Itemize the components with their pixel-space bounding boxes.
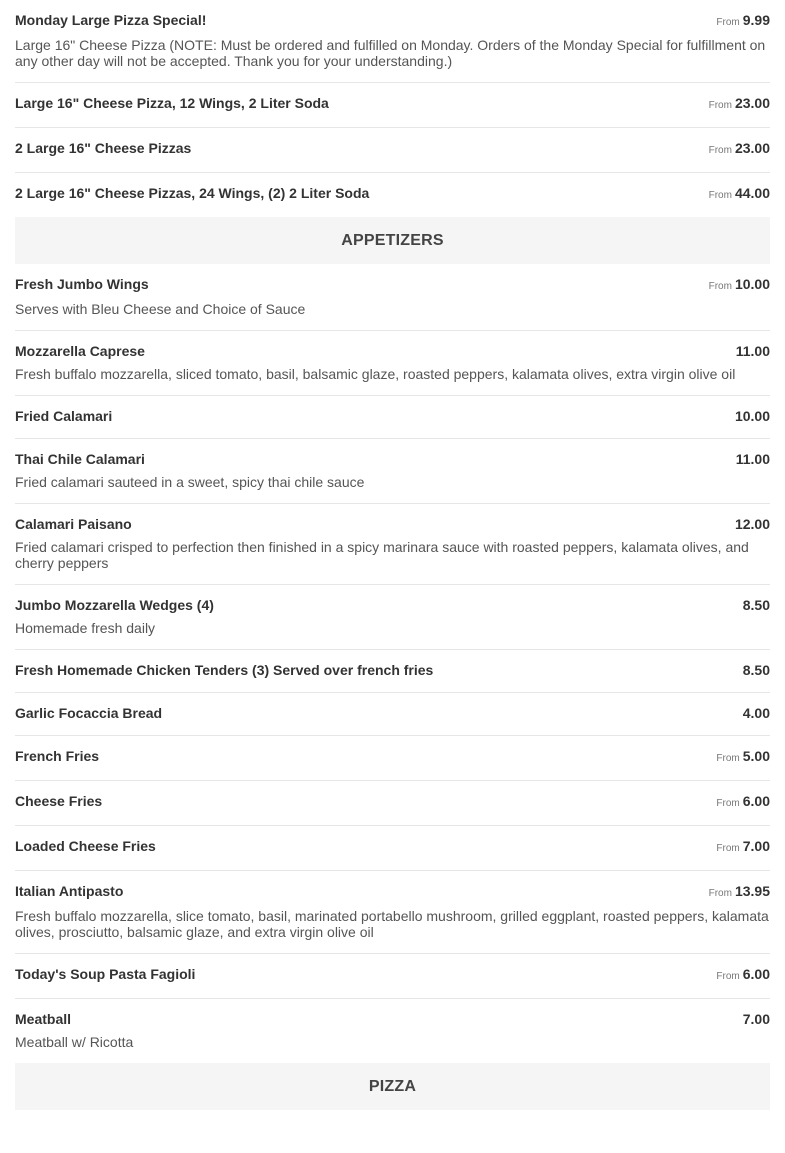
- menu-item-price: 8.50: [742, 662, 770, 678]
- menu-item-header: [15, 12, 770, 31]
- menu-item-name: Today's Soup Pasta Fagioli: [15, 966, 196, 982]
- menu-item-header: [15, 1011, 770, 1028]
- price-from-label: From: [716, 843, 740, 854]
- menu-item-price-group: [716, 748, 770, 767]
- menu-item-price: 6.00: [742, 966, 770, 982]
- menu-item[interactable]: [15, 693, 770, 736]
- menu-item-price: 9.99: [742, 12, 770, 28]
- menu-item-description: Fresh buffalo mozzarella, slice tomato, basil, marinated portabello mushroom, grilled eggplant, roasted peppers, kalamata olives, prosciutto, balsamic glaze, and extra virgin olive oil: [15, 908, 769, 940]
- menu-item-header: [15, 597, 770, 614]
- menu-item-header: [15, 95, 770, 114]
- menu-item-header: [15, 276, 770, 295]
- menu-item-price-group: [716, 966, 770, 985]
- menu-item-header: [15, 343, 770, 360]
- menu-item-name: 2 Large 16" Cheese Pizzas: [15, 140, 192, 156]
- menu-item[interactable]: [15, 954, 770, 999]
- menu-item-header: [15, 408, 770, 425]
- menu-item[interactable]: [15, 826, 770, 871]
- menu-item-price: 23.00: [734, 95, 770, 111]
- menu-item-price-group: [716, 12, 770, 31]
- menu-item-header: [15, 838, 770, 857]
- price-from-label: From: [716, 17, 740, 28]
- section-header-appetizers: APPETIZERS: [15, 217, 770, 264]
- menu-item-price: 11.00: [735, 451, 770, 467]
- menu-item-name: Calamari Paisano: [15, 516, 132, 532]
- menu-item-name: Thai Chile Calamari: [15, 451, 145, 467]
- menu-item-name: Large 16" Cheese Pizza, 12 Wings, 2 Liter Soda: [15, 95, 329, 111]
- price-from-label: From: [708, 190, 732, 201]
- menu-item-description: Serves with Bleu Cheese and Choice of Sauce: [15, 301, 306, 317]
- menu-item-header: [15, 185, 770, 204]
- menu-item-price-group: [709, 140, 770, 159]
- menu-item[interactable]: [15, 173, 770, 217]
- menu-item[interactable]: [15, 83, 770, 128]
- menu-item-price-group: [709, 276, 770, 295]
- menu-item-price: 7.00: [742, 1011, 770, 1027]
- menu-item-price-group: [735, 516, 770, 533]
- menu-item-price-group: [709, 883, 770, 902]
- menu-item[interactable]: [15, 439, 770, 504]
- menu-item-name: Mozzarella Caprese: [15, 343, 145, 359]
- menu-item-name: Fresh Jumbo Wings: [15, 276, 149, 292]
- menu-item-header: [15, 516, 770, 533]
- price-from-label: From: [716, 753, 740, 764]
- menu-item-price: 7.00: [742, 838, 770, 854]
- menu-item-price: 10.00: [734, 408, 770, 424]
- menu-item-price: 5.00: [742, 748, 770, 764]
- menu-item-name: Garlic Focaccia Bread: [15, 705, 163, 721]
- menu-item-header: [15, 883, 770, 902]
- menu-section-specials: [15, 0, 770, 217]
- menu-item-name: Monday Large Pizza Special!: [15, 12, 207, 28]
- menu-item-description: Meatball w/ Ricotta: [15, 1034, 134, 1050]
- menu-item-header: [15, 748, 770, 767]
- menu-item[interactable]: [15, 736, 770, 781]
- menu-item[interactable]: [15, 128, 770, 173]
- menu-item-header: [15, 705, 770, 722]
- menu-item-name: Cheese Fries: [15, 793, 103, 809]
- menu-item[interactable]: [15, 396, 770, 439]
- price-from-label: From: [716, 798, 740, 809]
- menu-item-price: 23.00: [734, 140, 770, 156]
- menu-item-name: Loaded Cheese Fries: [15, 838, 156, 854]
- menu-item-price: 6.00: [742, 793, 770, 809]
- menu-item-price-group: [743, 597, 770, 614]
- price-from-label: From: [708, 281, 732, 292]
- menu-item-price-group: [743, 705, 770, 722]
- menu-item-price: 4.00: [742, 705, 770, 721]
- menu-item-description: Fried calamari crisped to perfection then finished in a spicy marinara sauce with roasted peppers, kalamata olives, and cherry peppers: [15, 539, 749, 571]
- menu-section-pizza: [15, 1063, 770, 1110]
- menu-item-price-group: [709, 95, 770, 114]
- menu-item[interactable]: [15, 264, 770, 331]
- menu-item-description: Homemade fresh daily: [15, 620, 156, 636]
- menu-item-price-group: [716, 838, 770, 857]
- menu-item-header: [15, 451, 770, 468]
- menu-item-price: 12.00: [734, 516, 770, 532]
- menu-item-header: [15, 140, 770, 159]
- menu-item-name: Fried Calamari: [15, 408, 113, 424]
- menu-item[interactable]: [15, 650, 770, 693]
- menu-item-description: Large 16" Cheese Pizza (NOTE: Must be ordered and fulfilled on Monday. Orders of the Monday Special for fulfillment on any other day will not be accepted. Thank you for your understanding.): [15, 37, 766, 69]
- menu-item[interactable]: [15, 999, 770, 1063]
- menu-item[interactable]: [15, 504, 770, 585]
- price-from-label: From: [708, 888, 732, 899]
- menu-item-price-group: [736, 451, 770, 468]
- menu-item-header: [15, 662, 770, 679]
- menu-item-description: Fried calamari sauteed in a sweet, spicy thai chile sauce: [15, 474, 365, 490]
- menu-item[interactable]: [15, 871, 770, 954]
- menu-section-appetizers: [15, 217, 770, 1063]
- menu-item[interactable]: [15, 331, 770, 396]
- price-from-label: From: [708, 145, 732, 156]
- menu-item-name: Meatball: [15, 1011, 72, 1027]
- menu-item-price-group: [743, 662, 770, 679]
- price-from-label: From: [708, 100, 732, 111]
- menu-item[interactable]: [15, 0, 770, 83]
- menu-item-price-group: [743, 1011, 770, 1028]
- menu-item-name: Italian Antipasto: [15, 883, 124, 899]
- price-from-label: From: [716, 971, 740, 982]
- menu-item-name: Jumbo Mozzarella Wedges (4): [15, 597, 214, 613]
- menu-item[interactable]: [15, 585, 770, 650]
- menu-item-price-group: [709, 185, 770, 204]
- menu-item-header: [15, 793, 770, 812]
- menu-item-price: 13.95: [734, 883, 770, 899]
- menu-item-name: French Fries: [15, 748, 100, 764]
- menu-item-description: Fresh buffalo mozzarella, sliced tomato, basil, balsamic glaze, roasted peppers, kalamata olives, extra virgin olive oil: [15, 366, 736, 382]
- menu-item-price-group: [735, 408, 770, 425]
- menu-item-price-group: [716, 793, 770, 812]
- menu-item-price-group: [736, 343, 770, 360]
- menu-item-name: Fresh Homemade Chicken Tenders (3) Served over french fries: [15, 662, 434, 678]
- menu-item-header: [15, 966, 770, 985]
- menu-item-price: 44.00: [734, 185, 770, 201]
- menu-item-price: 8.50: [742, 597, 770, 613]
- menu-item-price: 11.00: [735, 343, 770, 359]
- menu-item-name: 2 Large 16" Cheese Pizzas, 24 Wings, (2) 2 Liter Soda: [15, 185, 370, 201]
- menu-item-price: 10.00: [734, 276, 770, 292]
- section-header-pizza: PIZZA: [15, 1063, 770, 1110]
- menu-item[interactable]: [15, 781, 770, 826]
